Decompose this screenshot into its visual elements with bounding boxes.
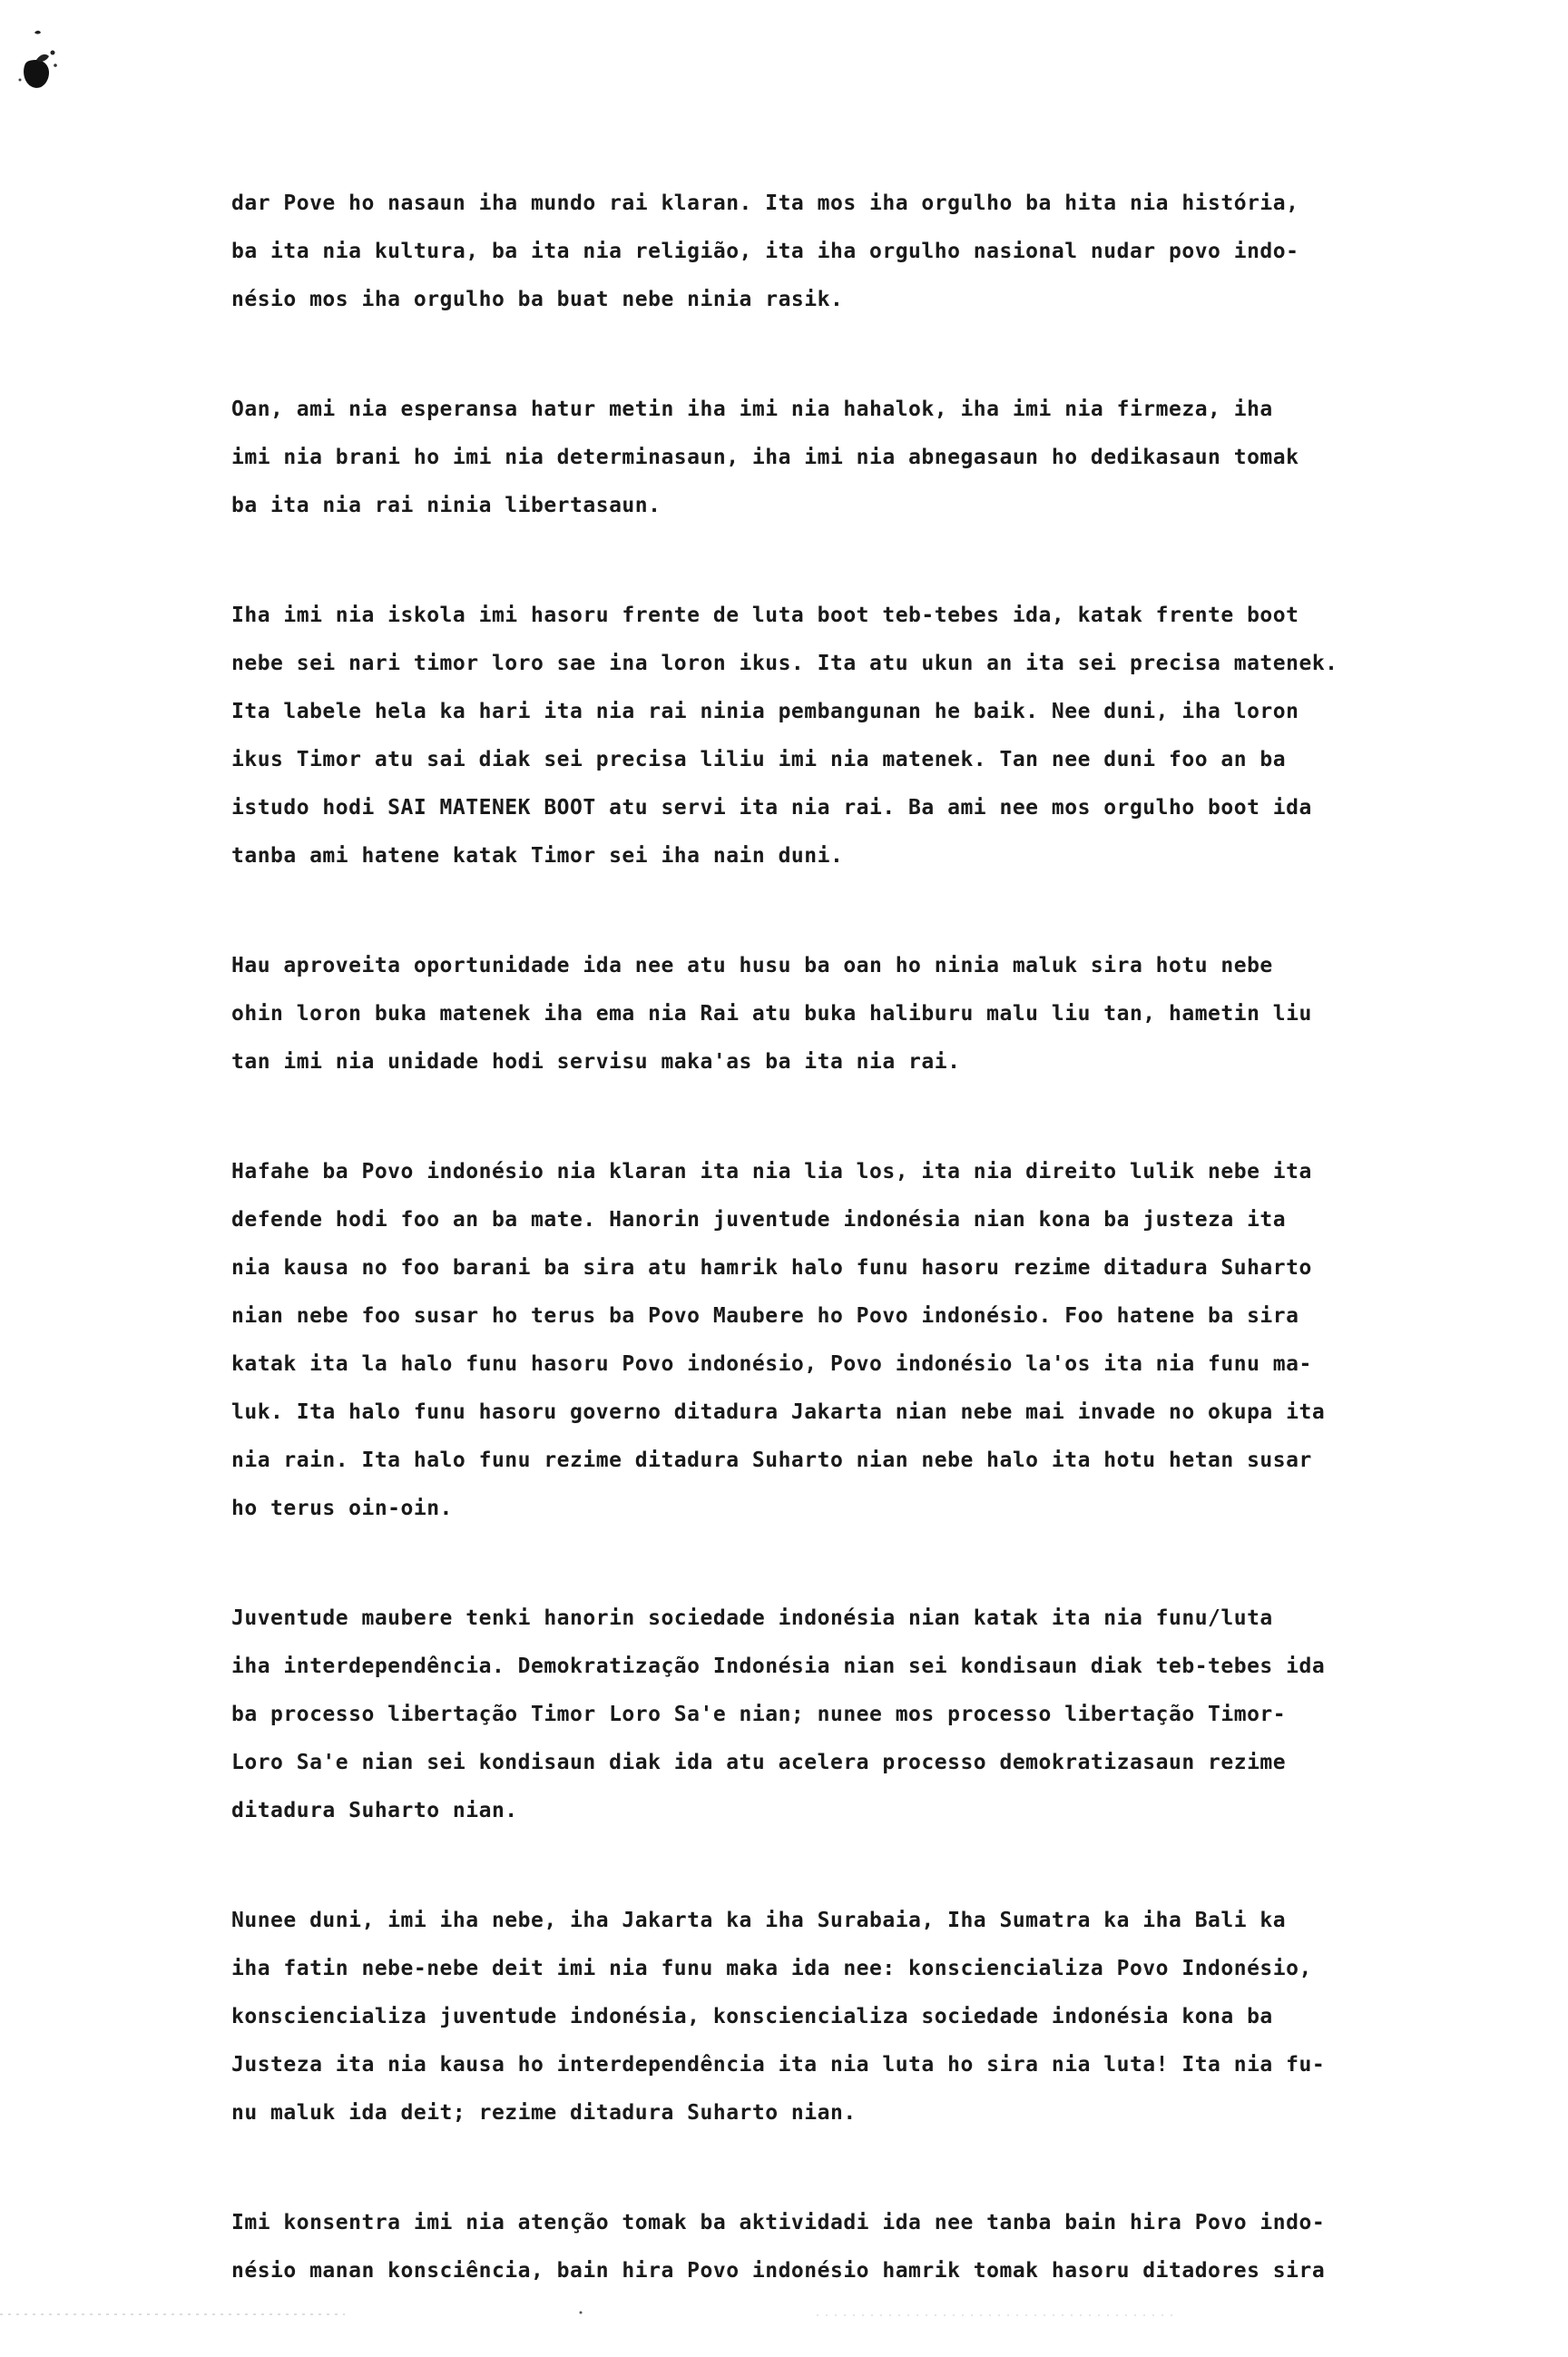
text-line: ho terus oin-oin. xyxy=(231,1497,453,1520)
text-line: istudo hodi SAI MATENEK BOOT atu servi ita nia rai. Ba ami nee mos orgulho boot ida xyxy=(231,796,1312,820)
paragraph xyxy=(231,386,1497,530)
text-line: Hau aproveita oportunidade ida nee atu husu ba oan ho ninia maluk sira hotu nebe xyxy=(231,954,1273,977)
text-line: Hafahe ba Povo indonésio nia klaran ita nia lia los, ita nia direito lulik nebe ita xyxy=(231,1160,1312,1183)
text-line: Ita labele hela ka hari ita nia rai ninia pembangunan he baik. Nee duni, iha loron xyxy=(231,700,1299,723)
text-line: Loro Sa'e nian sei kondisaun diak ida atu acelera processo demokratizasaun rezime xyxy=(231,1751,1287,1774)
text-line: ohin loron buka matenek iha ema nia Rai atu buka haliburu malu liu tan, hametin liu xyxy=(231,1002,1312,1026)
paragraph xyxy=(231,2199,1497,2295)
text-line: Iha imi nia iskola imi hasoru frente de luta boot teb-tebes ida, katak frente boot xyxy=(231,604,1299,627)
text-line: Oan, ami nia esperansa hatur metin iha imi nia hahalok, iha imi nia firmeza, iha xyxy=(231,398,1273,421)
ink-blot-mark xyxy=(9,27,60,100)
text-line: ba ita nia rai ninia libertasaun. xyxy=(231,494,662,517)
text-line: nian nebe foo susar ho terus ba Povo Maubere ho Povo indonésio. Foo hatene ba sira xyxy=(231,1304,1299,1328)
text-line: imi nia brani ho imi nia determinasaun, iha imi nia abnegasaun ho dedikasaun tomak xyxy=(231,446,1299,469)
text-line: iha interdependência. Demokratização Indonésia nian sei kondisaun diak teb-tebes ida xyxy=(231,1655,1326,1678)
text-line: Imi konsentra imi nia atenção tomak ba aktividadi ida nee tanba bain hira Povo indo- xyxy=(231,2211,1326,2234)
paragraph xyxy=(231,1148,1497,1533)
text-line: tan imi nia unidade hodi servisu maka'as ba ita nia rai. xyxy=(231,1050,961,1074)
text-line: katak ita la halo funu hasoru Povo indonésio, Povo indonésio la'os ita nia funu ma- xyxy=(231,1352,1312,1376)
text-line: konsciencializa juventude indonésia, konsciencializa sociedade indonésia kona ba xyxy=(231,2005,1273,2028)
text-line: nu maluk ida deit; rezime ditadura Suharto nian. xyxy=(231,2101,857,2125)
text-line: tanba ami hatene katak Timor sei iha nain duni. xyxy=(231,844,844,868)
text-line: Justeza ita nia kausa ho interdependência ita nia luta ho sira nia luta! Ita nia fu- xyxy=(231,2053,1326,2077)
paragraph xyxy=(231,1897,1497,2137)
text-line: nia rain. Ita halo funu rezime ditadura Suharto nian nebe halo ita hotu hetan susar xyxy=(231,1449,1312,1472)
paragraph xyxy=(231,942,1497,1086)
text-line: ikus Timor atu sai diak sei precisa liliu imi nia matenek. Tan nee duni foo an ba xyxy=(231,748,1287,771)
document-body xyxy=(231,180,1497,2357)
paragraph xyxy=(231,1595,1497,1835)
text-line: dar Pove ho nasaun iha mundo rai klaran. Ita mos iha orgulho ba hita nia história, xyxy=(231,192,1299,215)
text-line: ba processo libertação Timor Loro Sa'e nian; nunee mos processo libertação Timor- xyxy=(231,1703,1287,1726)
text-line: luk. Ita halo funu hasoru governo ditadura Jakarta nian nebe mai invade no okupa ita xyxy=(231,1400,1326,1424)
paragraph xyxy=(231,180,1497,324)
text-line: nésio manan konsciência, bain hira Povo indonésio hamrik tomak hasoru ditadores sira xyxy=(231,2259,1326,2283)
scan-edge-marks xyxy=(0,2307,1568,2318)
text-line: nebe sei nari timor loro sae ina loron ikus. Ita atu ukun an ita sei precisa matenek. xyxy=(231,652,1338,675)
paragraph xyxy=(231,592,1497,880)
text-line: Nunee duni, imi iha nebe, iha Jakarta ka iha Surabaia, Iha Sumatra ka iha Bali ka xyxy=(231,1909,1287,1932)
text-line: defende hodi foo an ba mate. Hanorin juventude indonésia nian kona ba justeza ita xyxy=(231,1208,1287,1232)
text-line: ditadura Suharto nian. xyxy=(231,1799,518,1822)
text-line: nia kausa no foo barani ba sira atu hamrik halo funu hasoru rezime ditadura Suharto xyxy=(231,1256,1312,1280)
text-line: nésio mos iha orgulho ba buat nebe ninia rasik. xyxy=(231,288,844,311)
text-line: ba ita nia kultura, ba ita nia religião, ita iha orgulho nasional nudar povo indo- xyxy=(231,240,1299,263)
text-line: iha fatin nebe-nebe deit imi nia funu maka ida nee: konsciencializa Povo Indonésio, xyxy=(231,1957,1312,1980)
text-line: Juventude maubere tenki hanorin sociedade indonésia nian katak ita nia funu/luta xyxy=(231,1606,1273,1630)
